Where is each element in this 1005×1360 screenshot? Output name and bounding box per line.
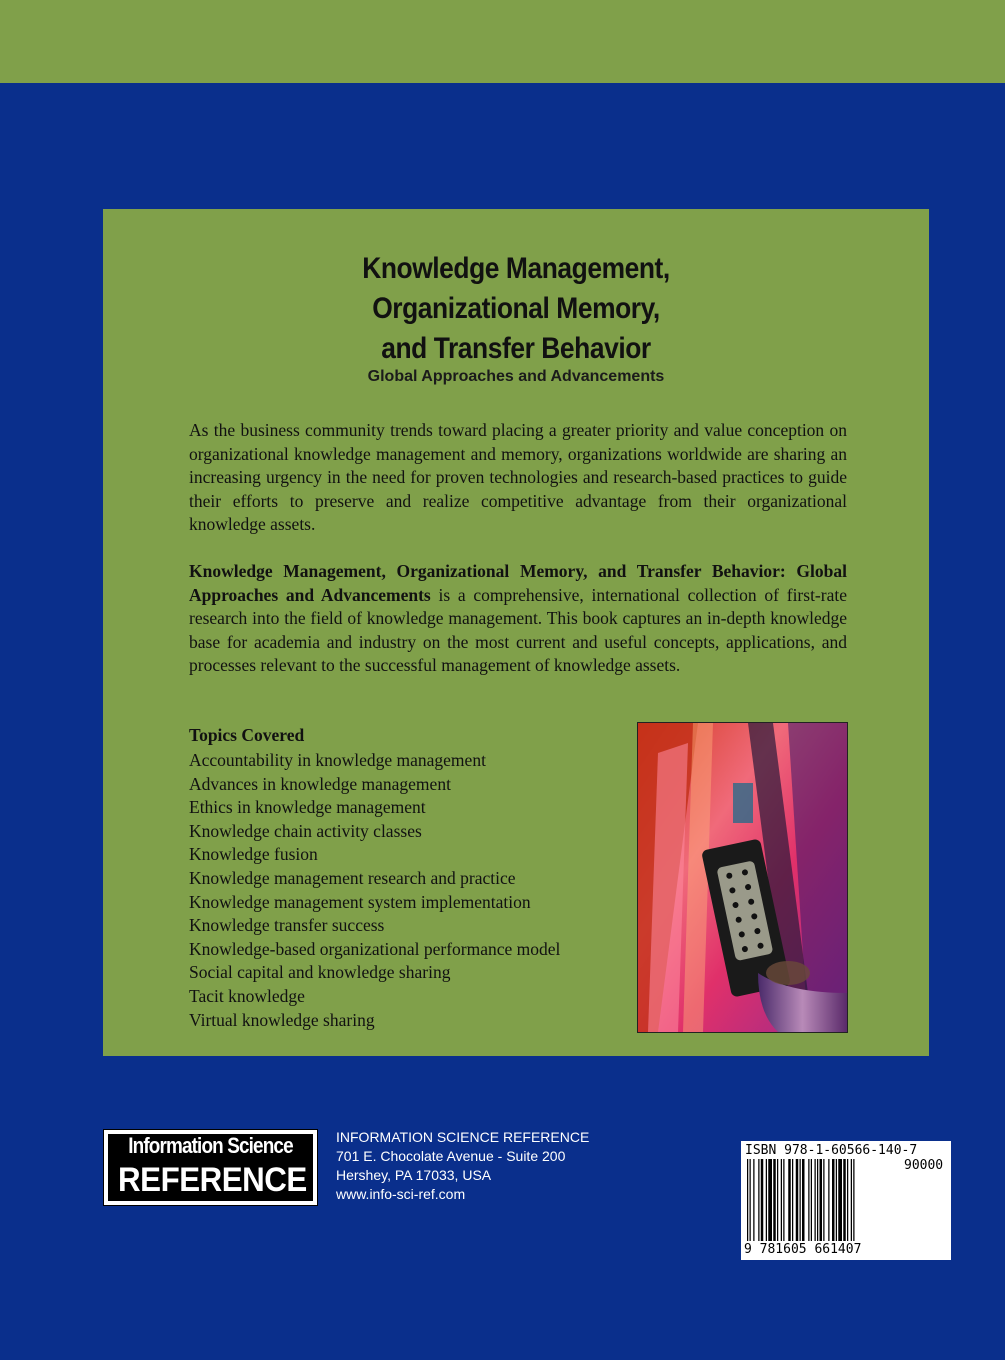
book-title-inline: Knowledge Management, Organizational Memory, and Transfer Behavior: Global Approaches and Advancements: [189, 561, 847, 605]
barcode-bar: [815, 1159, 816, 1241]
barcode-bar: [777, 1159, 778, 1241]
barcode-bar: [836, 1159, 837, 1241]
logo-text-top: Information Science: [128, 1133, 293, 1158]
barcode-bar: [838, 1159, 842, 1241]
book-title: [153, 249, 880, 369]
topic-item: Virtual knowledge sharing: [189, 1009, 375, 1030]
title-line-3: and Transfer Behavior: [381, 332, 651, 365]
topic-item: Knowledge transfer success: [189, 915, 385, 936]
topic-item: Knowledge chain activity classes: [189, 820, 422, 841]
description-paragraph-1: As the business community trends toward placing a greater priority and value conception on organizational knowledge management and memory, organizations worldwide are sharing an increasing urgency in the need for proven technologies and research-based practices to guide their efforts to preserve and realize competitive advantage from their organizational knowledge assets.: [189, 420, 847, 534]
title-line-2: Organizational Memory,: [372, 292, 660, 325]
logo-text-bottom: REFERENCE: [118, 1161, 307, 1199]
barcode-bar: [832, 1159, 835, 1241]
connector-image: [638, 723, 847, 1032]
barcode-bar: [761, 1159, 764, 1241]
publisher-website: www.info-sci-ref.com: [336, 1186, 466, 1202]
topic-item: Knowledge management system implementation: [189, 891, 531, 912]
topic-item: Tacit knowledge: [189, 985, 305, 1006]
topic-item: Knowledge management research and practice: [189, 867, 516, 888]
barcode-bar: [800, 1159, 801, 1241]
barcode-bar: [768, 1159, 772, 1241]
barcode-bar: [847, 1159, 848, 1241]
book-subtitle: Global Approaches and Advancements: [367, 368, 665, 385]
barcode-bar: [792, 1159, 793, 1241]
barcode-bar: [773, 1159, 776, 1241]
topic-item: Accountability in knowledge management: [189, 750, 486, 770]
barcode-bar: [823, 1159, 824, 1241]
barcode-bar: [828, 1159, 829, 1241]
topics-list: [189, 749, 560, 1032]
publisher-logo: [103, 1129, 318, 1206]
barcode-bar: [802, 1159, 805, 1241]
barcode-bar: [750, 1159, 751, 1241]
ean-barcode-bars: [747, 1159, 897, 1243]
topic-item: Knowledge fusion: [189, 844, 318, 865]
isbn-barcode: [741, 1141, 951, 1260]
publisher-address-line-2: Hershey, PA 17033, USA: [336, 1167, 492, 1183]
publisher-info: [336, 1128, 589, 1204]
ean-digits: 9 781605 661407: [744, 1242, 862, 1257]
barcode-bar: [851, 1159, 852, 1241]
publisher-address-line-1: 701 E. Chocolate Avenue - Suite 200: [336, 1148, 566, 1164]
topic-item: Knowledge-based organizational performance model: [189, 938, 561, 959]
barcode-bar: [781, 1159, 782, 1241]
barcode-bar: [853, 1159, 854, 1241]
barcode-bar: [758, 1159, 759, 1241]
barcode-bar: [796, 1159, 799, 1241]
topic-item: Advances in knowledge management: [189, 773, 451, 794]
barcode-bar: [820, 1159, 823, 1241]
isbn-text: ISBN 978-1-60566-140-7: [745, 1143, 918, 1158]
barcode-bar: [808, 1159, 809, 1241]
description-text: is a comprehensive, international collection of first-rate research into the field of knowledge management. This book captures an in-depth knowledge base for academia and industry on the most current and useful concepts, applications, and processes relevant to the successful management of knowledge assets.: [189, 584, 847, 675]
barcode-bar: [783, 1159, 784, 1241]
topics-heading: Topics Covered: [189, 725, 305, 745]
description-paragraph-2: [189, 560, 847, 678]
barcode-bar: [811, 1159, 812, 1241]
topic-item: Social capital and knowledge sharing: [189, 962, 451, 983]
publisher-name: INFORMATION SCIENCE REFERENCE: [336, 1129, 590, 1145]
cover-photo-connector: [637, 722, 848, 1033]
barcode-bar: [747, 1159, 748, 1241]
title-line-1: Knowledge Management,: [362, 252, 670, 285]
barcode-bar: [753, 1159, 754, 1241]
content-panel: [103, 209, 929, 1056]
barcode-bar: [843, 1159, 846, 1241]
top-color-band: [0, 0, 1005, 83]
topic-item: Ethics in knowledge management: [189, 797, 426, 818]
price-code: 90000: [904, 1158, 944, 1173]
barcode-bar: [817, 1159, 818, 1241]
barcode-bar: [788, 1159, 791, 1241]
barcode-bar: [766, 1159, 767, 1241]
